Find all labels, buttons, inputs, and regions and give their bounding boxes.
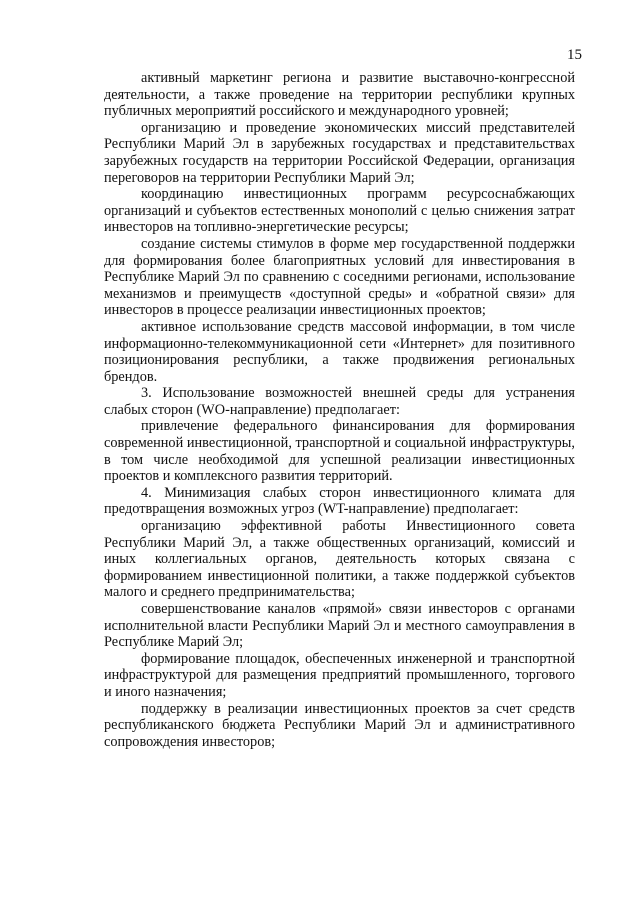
paragraph-direct-communication: совершенствование каналов «прямой» связи инвесторов с органами исполнительной власти Республики Марий Эл и местного самоуправления в Республике Марий Эл;	[104, 601, 575, 651]
paragraph-sites-formation: формирование площадок, обеспеченных инженерной и транспортной инфраструктурой для размещения предприятий промышленного, торгового и иного назначения;	[104, 650, 575, 700]
document-body	[104, 70, 575, 750]
paragraph-mass-media: активное использование средств массовой информации, в том числе информационно-телекоммуникационной сети «Интернет» для позитивного позиционирования республики, а также продвижения региональных брендов.	[104, 318, 575, 385]
paragraph-investment-programs: координацию инвестиционных программ ресурсоснабжающих организаций и субъектов естественных монополий с целью снижения затрат инвесторов на топливно-энергетические ресурсы;	[104, 186, 575, 236]
paragraph-economic-missions: организацию и проведение экономических миссий представителей Республики Марий Эл в зарубежных государствах и представительствах зарубежных государств на территории Российской Федерации, организация переговоров на территории Республики Марий Эл;	[104, 119, 575, 186]
section-heading-wo: 3. Использование возможностей внешней среды для устранения слабых сторон (WO-направление) предполагает:	[104, 385, 575, 418]
paragraph-marketing: активный маркетинг региона и развитие выставочно-конгрессной деятельности, а также проведение на территории республики крупных публичных мероприятий российского и международного уровней;	[104, 70, 575, 120]
paragraph-project-support: поддержку в реализации инвестиционных проектов за счет средств республиканского бюджета Республики Марий Эл и административного сопровождения инвесторов;	[104, 700, 575, 750]
paragraph-incentive-system: создание системы стимулов в форме мер государственной поддержки для формирования более благоприятных условий для инвестирования в Республике Марий Эл по сравнению с соседними регионами, использование механизмов и преимуществ «доступной среды» и «обратной связи» для инвесторов в процессе реализации инвестиционных проектов;	[104, 235, 575, 319]
paragraph-investment-council: организацию эффективной работы Инвестиционного совета Республики Марий Эл, а также общественных организаций, комиссий и иных коллегиальных органов, деятельность которых связана с формированием инвестиционной политики, а также поддержкой субъектов малого и среднего предпринимательства;	[104, 518, 575, 601]
section-heading-wt: 4. Минимизация слабых сторон инвестиционного климата для предотвращения возможных угроз (WT-направление) предполагает:	[104, 484, 575, 518]
paragraph-federal-funding: привлечение федерального финансирования для формирования современной инвестиционной, транспортной и социальной инфраструктуры, в том числе необходимой для успешной реализации инвестиционных проектов и комплексного развития территорий.	[104, 418, 575, 485]
page-number: 15	[567, 47, 582, 63]
